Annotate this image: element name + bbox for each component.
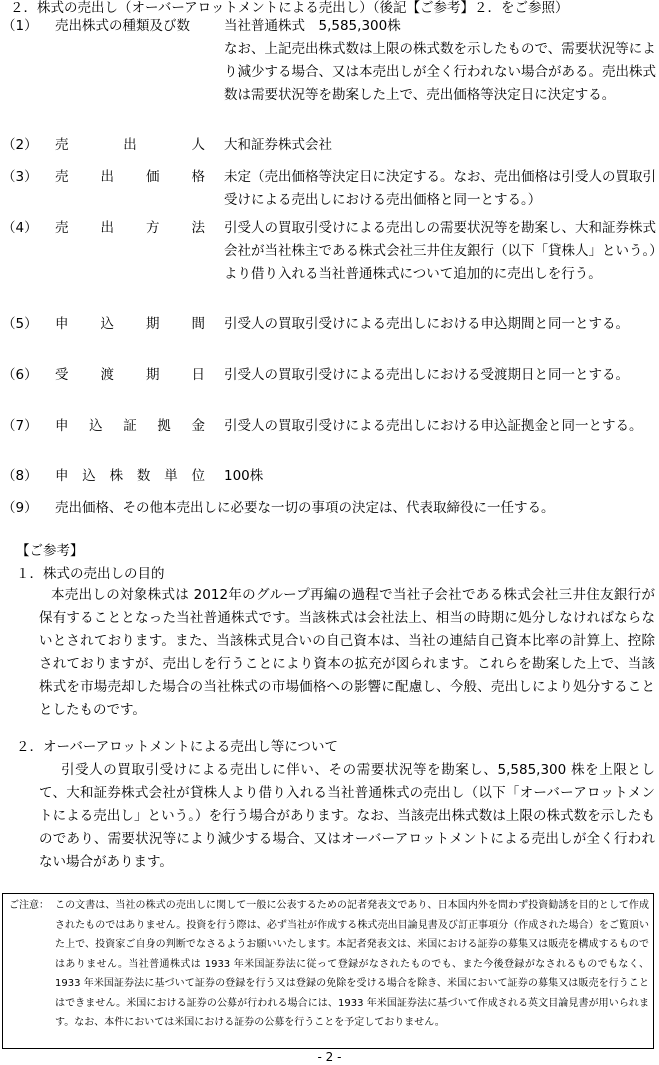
reference-heading: 【ご参考】 [16,543,84,559]
item-label [55,217,205,240]
label-char: 込 [100,316,114,332]
label-char: 日 [191,367,205,383]
label-char: 方 [146,220,160,236]
item-label [55,166,205,189]
label-char: 申 [55,418,69,434]
label-char: 拠 [157,418,171,434]
item-value: 引受人の買取引受けによる売出しにおける受渡期日と同一とする。 [224,367,629,383]
label-char: 証 [123,418,137,434]
item-label [55,134,205,157]
label-char: 申 [55,468,69,484]
label-char: 出 [100,220,114,236]
label-char: 位 [191,468,205,484]
item-number: （2） [2,137,38,153]
label-char: 込 [82,468,96,484]
section-title: ２．株式の売出し（オーバーアロットメントによる売出し）（後記【ご参考】２．をご参照） [10,0,569,16]
item-value: 大和証券株式会社 [224,137,332,153]
label-char: 人 [191,137,205,153]
item-value-line: 当社普通株式 5,585,300株 [224,18,401,34]
label-char: 期 [146,367,160,383]
page-number: - 2 - [317,1050,342,1064]
label-char: 金 [191,418,205,434]
label-char: 格 [191,169,205,185]
item-label [55,415,205,438]
label-char: 渡 [100,367,114,383]
item-label: 売出株式の種類及び数 [55,18,190,34]
label-char: 価 [146,169,160,185]
reference-paragraph-1: 本売出しの対象株式は 2012年のグループ再編の過程で当社子会社である株式会社三井住友銀行が保有することとなった当社普通株式です。当該株式は会社法上、相当の時期に処分しなければならないとされております。また、当該株式見合いの自己資本は、当社の連結自己資本比率の計算上、控除されておりますが、売出しを行うことにより資本の拡充が図られます。これらを勘案した上で、当該株式を市場売却した場合の当社株式の市場価格への影響に配慮し、今般、売出しにより処分することとしたものです。 [39,587,655,718]
label-char: 売 [55,137,69,153]
label-char: 株 [109,468,124,484]
item-value: 引受人の買取引受けによる売出しにおける申込証拠金と同一とする。 [224,418,643,434]
label-char: 間 [191,316,205,332]
item-value: 引受人の買取引受けによる売出しの需要状況等を勘案し、大和証券株式会社が当社株主である株式会社三井住友銀行（以下「貸株人」という。）より借り入れる当社普通株式について追加的に売出しを行う。 [224,220,656,282]
label-char: 期 [146,316,160,332]
disclaimer-box [2,893,654,1049]
reference-subtitle-1: １．株式の売出しの目的 [16,566,165,582]
item-label [55,465,205,488]
item-value: 100株 [224,468,264,484]
item-label [55,313,205,336]
label-char: 出 [100,169,114,185]
label-char: 売 [55,220,69,236]
label-char: 受 [55,367,69,383]
item-number: （5） [2,316,38,332]
item-number: （4） [2,220,38,236]
item-value: 引受人の買取引受けによる売出しにおける申込期間と同一とする。 [224,316,629,332]
item-value: 未定（売出価格等決定日に決定する。なお、売出価格は引受人の買取引受けによる売出しにおける売出価格と同一とする。） [224,169,656,208]
label-char: 申 [55,316,69,332]
label-char: 出 [123,137,137,153]
item-number: （3） [2,169,38,185]
label-char: 法 [191,220,205,236]
label-char: 単 [164,468,178,484]
item-value-note: なお、上記売出株式数は上限の株式数を示したもので、需要状況等により減少する場合、又は本売出しが全く行われない場合がある。売出株式数は需要状況等を勘案した上で、売出価格等決定日に決定する。 [224,41,656,103]
reference-paragraph-2: 引受人の買取引受けによる売出しに伴い、その需要状況等を勘案し、5,585,300 株を上限として、大和証券株式会社が貸株人より借り入れる当社普通株式の売出し（以下「オーバーアロットメントによる売出し」という。）を行う場合があります。なお、当該売出株式数は上限の株式数を示したものであり、需要状況等により減少する場合、又はオーバーアロットメントによる売出しが全く行われない場合があります。 [39,762,655,870]
disclaimer-label: ご注意： [9,900,49,911]
label-char: 込 [89,418,103,434]
label-char: 数 [136,468,151,484]
item-label [55,364,205,387]
item-number: （8） [2,468,38,484]
reference-subtitle-2: ２．オーバーアロットメントによる売出し等について [16,739,338,755]
item-number: （9） [2,500,38,516]
item-text: 売出価格、その他本売出しに必要な一切の事項の決定は、代表取締役に一任する。 [55,500,555,516]
item-number: （6） [2,367,38,383]
item-value [224,15,658,107]
item-number: （1） [2,18,38,34]
disclaimer-text: この文書は、当社の株式の売出しに関して一般に公表するための記者発表文であり、日本国内外を問わず投資勧誘を目的として作成されたものではありません。投資を行う際は、必ず当社が作成する株式売出目論見書及び訂正事項分（作成された場合）をご覧頂いた上で、投資家ご自身の判断でなさるようお願いいたします。本記者発表文は、米国における証券の募集又は販売を構成するものではありません。当社普通株式は 1933 年米国証券法に従って登録がなされたものでも、また今後登録がなされるものでもなく、1933 年米国証券法に基づいて証券の登録を行う又は登録の免除を受ける場合を除き、米国において証券の募集又は販売を行うことはできません。米国における証券の公募が行われる場合には、1933 年米国証券法に基づいて作成される英文目論見書が用いられます。なお、本件においては米国における証券の公募を行うことを予定しておりません。 [55,900,649,1028]
item-number: （7） [2,418,38,434]
label-char: 売 [55,169,69,185]
